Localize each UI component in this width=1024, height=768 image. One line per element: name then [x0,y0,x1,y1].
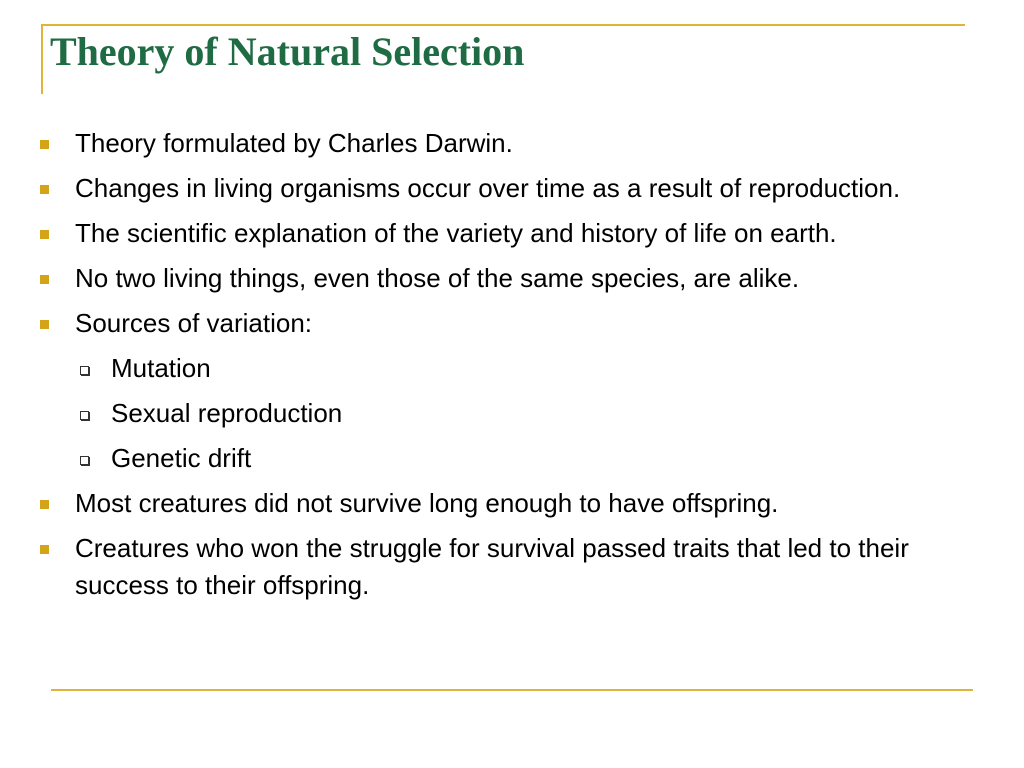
slide-title: Theory of Natural Selection [50,29,525,74]
hollow-box-bullet-icon [80,456,89,465]
square-bullet-icon [40,140,49,149]
bullet-item [38,530,958,604]
bullet-text: Most creatures did not survive long enough to have offspring. [75,488,779,518]
square-bullet-icon [40,275,49,284]
sub-bullet-item [38,440,958,477]
square-bullet-icon [40,185,49,194]
bullet-text: Theory formulated by Charles Darwin. [75,128,513,158]
bullet-item [38,125,958,162]
bullet-item [38,260,958,297]
hollow-box-bullet-icon [80,366,89,375]
sub-bullet-text: Sexual reproduction [111,398,343,428]
sub-bullet-text: Mutation [111,353,211,383]
square-bullet-icon [40,320,49,329]
bullet-text: The scientific explanation of the variety and history of life on earth. [75,218,837,248]
bullet-item [38,170,958,207]
bullet-list [38,125,958,612]
bullet-text: Creatures who won the struggle for survival passed traits that led to their success to their offspring. [75,533,909,600]
bullet-text: No two living things, even those of the same species, are alike. [75,263,800,293]
sub-bullet-item [38,350,958,387]
square-bullet-icon [40,545,49,554]
bullet-item [38,485,958,522]
left-accent-line [41,24,43,94]
square-bullet-icon [40,500,49,509]
square-bullet-icon [40,230,49,239]
hollow-box-bullet-icon [80,411,89,420]
sub-bullet-item [38,395,958,432]
bullet-item [38,305,958,342]
bullet-item [38,215,958,252]
sub-bullet-text: Genetic drift [111,443,252,473]
bullet-text: Sources of variation: [75,308,313,338]
bullet-text: Changes in living organisms occur over time as a result of reproduction. [75,173,901,203]
bottom-accent-line [51,689,973,691]
